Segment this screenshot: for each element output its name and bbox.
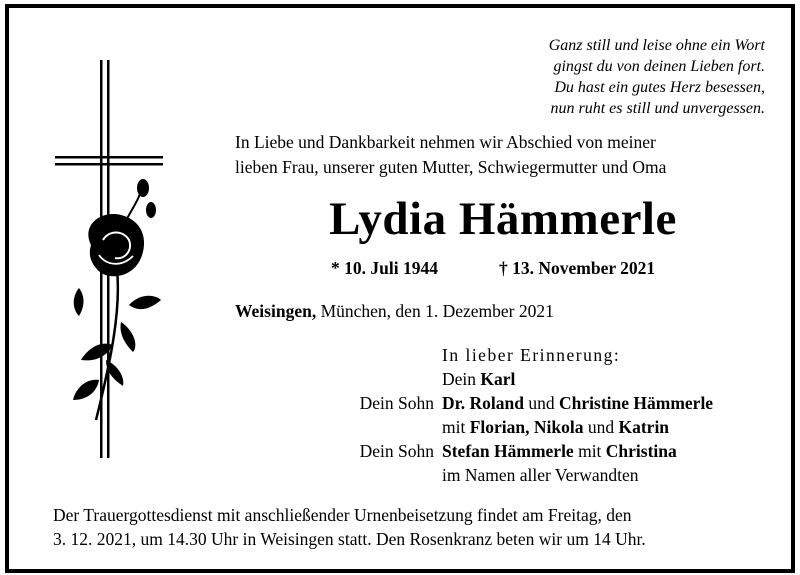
mourner-name: Karl xyxy=(480,369,516,389)
poem xyxy=(445,35,765,119)
memorial-heading: In lieber Erinnerung: xyxy=(442,345,621,365)
deceased-name: Lydia Hämmerle xyxy=(329,193,677,245)
mourner-label: Dein Sohn xyxy=(359,441,434,461)
intro-text xyxy=(235,130,775,180)
mourner-name: Christine Hämmerle xyxy=(559,393,714,413)
poem-line: Du hast ein gutes Herz besessen, xyxy=(554,79,765,96)
mourner-line xyxy=(442,415,669,439)
mourner-line xyxy=(442,391,713,415)
mourner-label: Dein Sohn xyxy=(359,393,434,413)
mourner-line: im Namen aller Verwandten xyxy=(442,465,639,485)
intro-line: lieben Frau, unserer guten Mutter, Schwiegermutter und Oma xyxy=(235,157,667,177)
mourner-prefix: Dein xyxy=(442,369,481,389)
mourner-line xyxy=(442,367,515,391)
mourner-name: Florian, Nikola xyxy=(469,417,584,437)
place-rest: München, den 1. Dezember 2021 xyxy=(320,301,554,321)
mourner-joiner: mit xyxy=(573,441,606,461)
mourner-name: Stefan Hämmerle xyxy=(442,441,574,461)
poem-line: nun ruht es still und unvergessen. xyxy=(550,100,765,117)
service-line: Der Trauergottesdienst mit anschließender Urnenbeisetzung findet am Freitag, den xyxy=(53,505,632,525)
poem-line: gingst du von deinen Lieben fort. xyxy=(553,58,765,75)
birth-date: * 10. Juli 1944 xyxy=(331,258,438,278)
mourner-prefix: mit xyxy=(442,417,470,437)
mourner-joiner: und xyxy=(583,417,619,437)
obituary-card xyxy=(5,4,795,573)
mourner-name: Dr. Roland xyxy=(442,393,525,413)
mourner-joiner: und xyxy=(524,393,560,413)
mourner-line xyxy=(442,439,677,463)
poem-line: Ganz still und leise ohne ein Wort xyxy=(548,37,765,54)
mourner-name: Christina xyxy=(605,441,677,461)
place-town: Weisingen, xyxy=(235,301,317,321)
intro-line: In Liebe und Dankbarkeit nehmen wir Abschied von meiner xyxy=(235,132,656,152)
death-date: † 13. November 2021 xyxy=(499,258,656,278)
service-line: 3. 12. 2021, um 14.30 Uhr in Weisingen statt. Den Rosenkranz beten wir um 14 Uhr. xyxy=(53,529,646,549)
mourner-name: Katrin xyxy=(618,417,670,437)
service-info xyxy=(53,503,783,551)
place-date xyxy=(235,301,554,322)
